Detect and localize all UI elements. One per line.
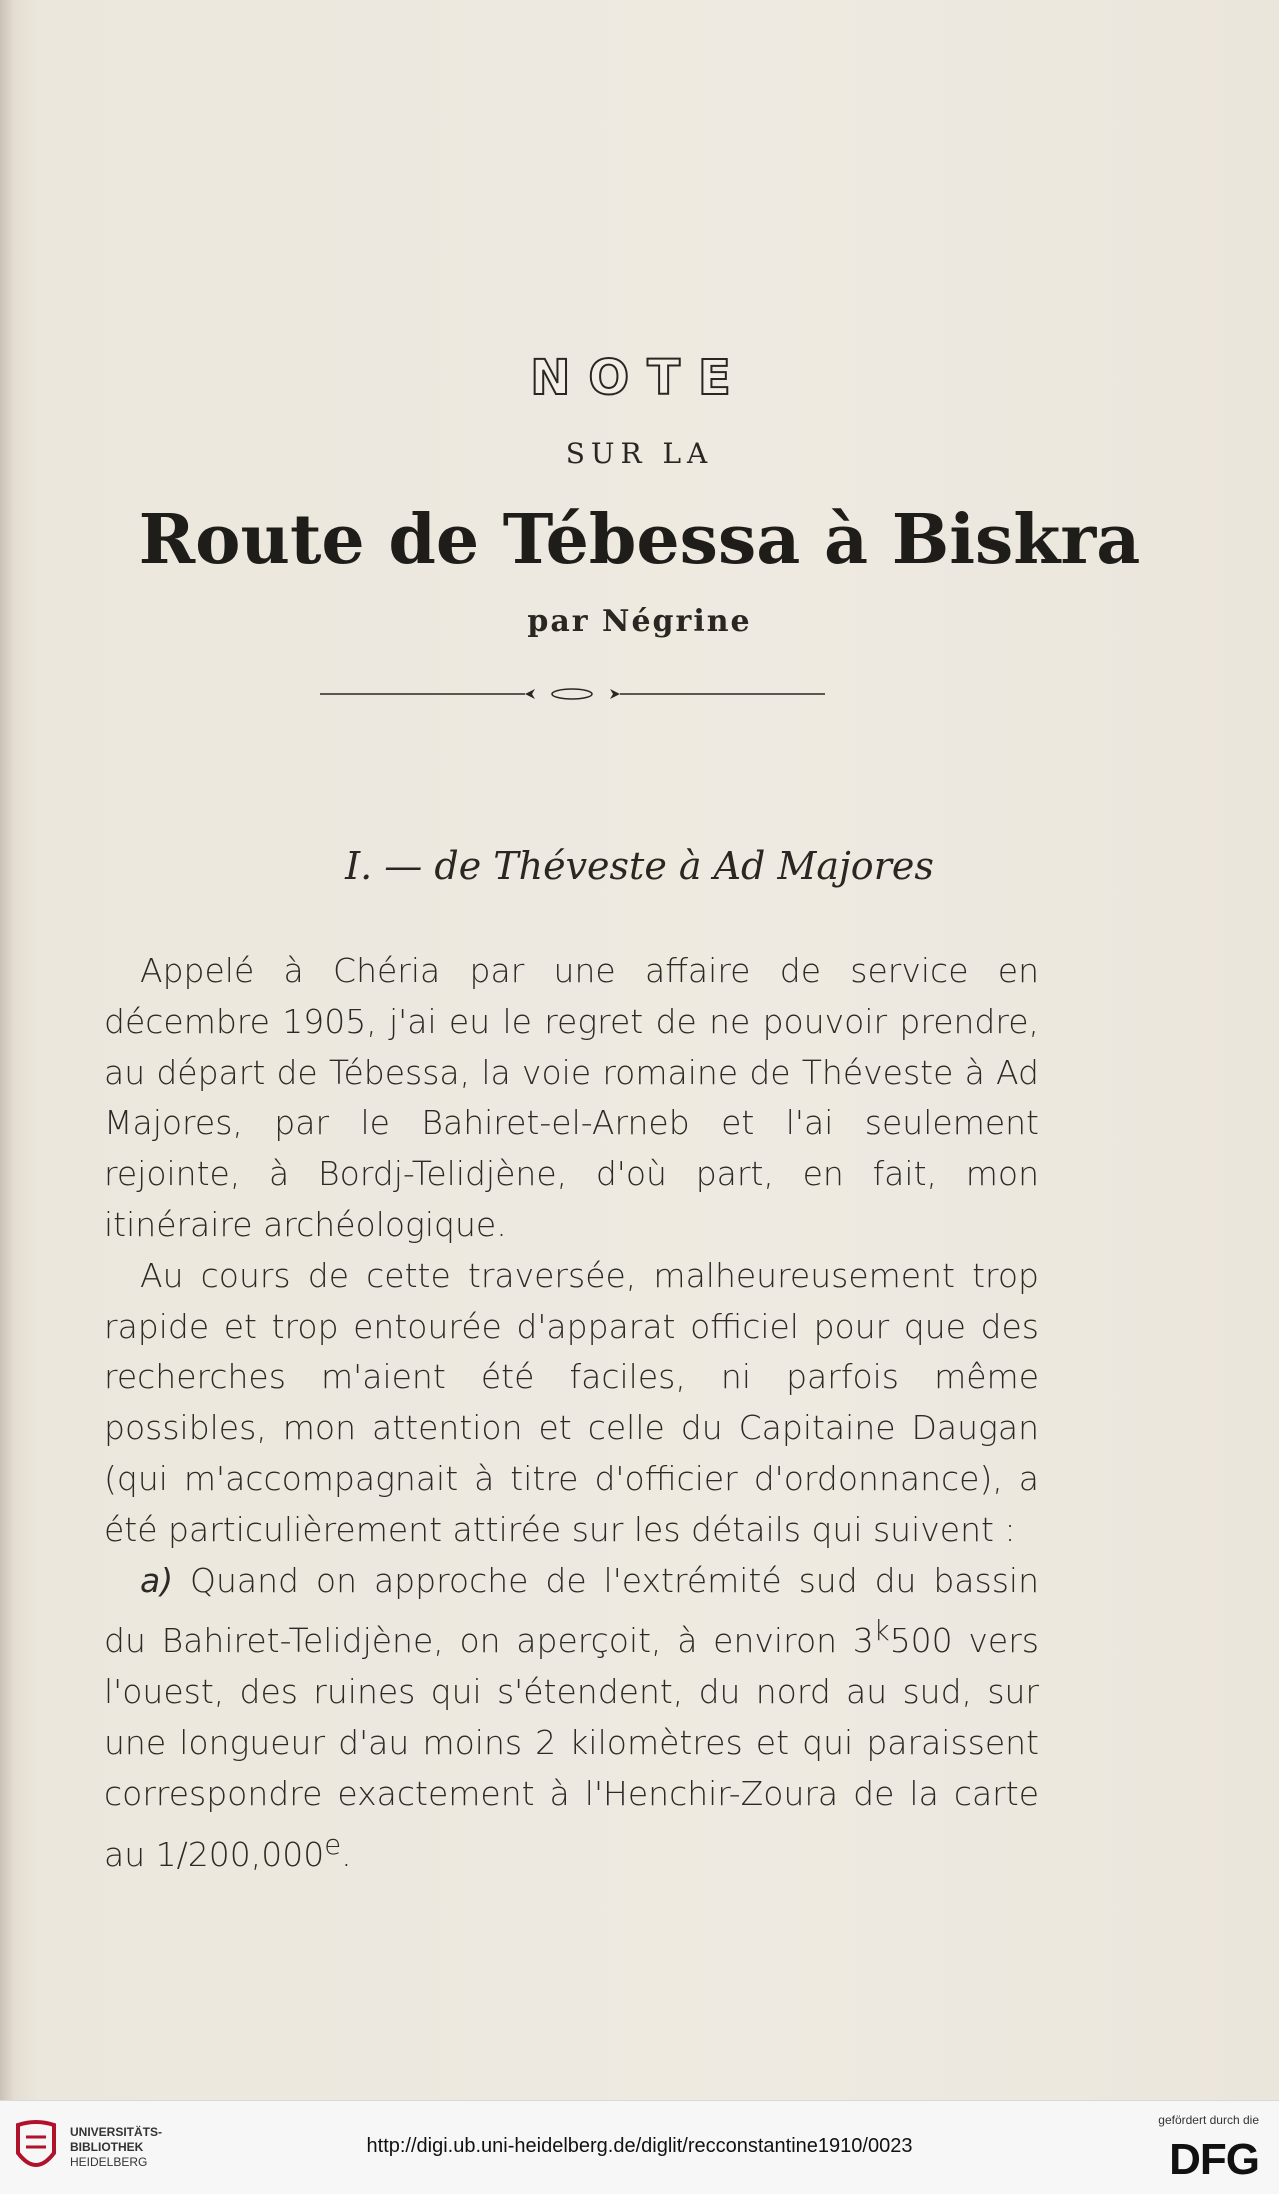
logo-line-3: HEIDELBERG [70,2155,148,2169]
section-heading: I. — de Théveste à Ad Majores [345,844,934,888]
dfg-logo[interactable]: DFG [1169,2135,1259,2184]
paragraph-item-a [104,1556,1039,1881]
item-a-sup-e: e [324,1828,342,1861]
page-title: Route de Tébessa à Biskra [138,500,1141,580]
logo-line-1: UNIVERSITÄTS- [70,2125,163,2139]
dfg-funding-note: gefördert durch die [1158,2113,1259,2127]
source-url-link[interactable]: http://digi.ub.uni-heidelberg.de/diglit/recconstantine1910/0023 [366,2135,913,2157]
item-a-sup-k: k [873,1615,890,1648]
title-sur-la: SUR LA [565,437,714,470]
item-a-text-before: Quand on approche de l'extrémité sud du bassin du Bahiret-Telidjène, on aperçoit, à environ 3 [104,1560,1039,1661]
title-subtitle: par Négrine [527,604,752,639]
item-a-letter: a) [140,1560,174,1600]
footer-bar [0,2100,1279,2194]
title-note: NOTE [530,350,749,406]
body-text [104,946,1039,1880]
ornament-divider [320,684,825,704]
paragraph-1: Appelé à Chéria par une affaire de service en décembre 1905, j'ai eu le regret de ne pouvoir prendre, au départ de Tébessa, la voie romaine de Théveste à Ad Majores, par le Bahiret-el-Arneb et l'ai seulement rejointe, à Bordj-Telidjène, d'où part, en fait, mon itinéraire archéologique. [104,951,1039,1244]
item-a-text-middle: 500 vers l'ouest, des ruines qui s'étendent, du nord au sud, sur une longueur d'au moins 2 kilomètres et qui paraissent correspondre exactement à l'Henchir-Zoura de la carte au 1/200,000 [104,1621,1039,1874]
paragraph-2: Au cours de cette traversée, malheureusement trop rapide et trop entourée d'apparat officiel pour que des recherches m'aient été faciles, ni parfois même possibles, mon attention et celle du Capitaine Daugan (qui m'accompagnait à titre d'officier d'ordonnance), a été particulièrement attirée sur les détails qui suivent : [104,1255,1039,1549]
item-a-text-after: . [341,1834,352,1874]
logo-line-2: BIBLIOTHEK [70,2140,144,2154]
